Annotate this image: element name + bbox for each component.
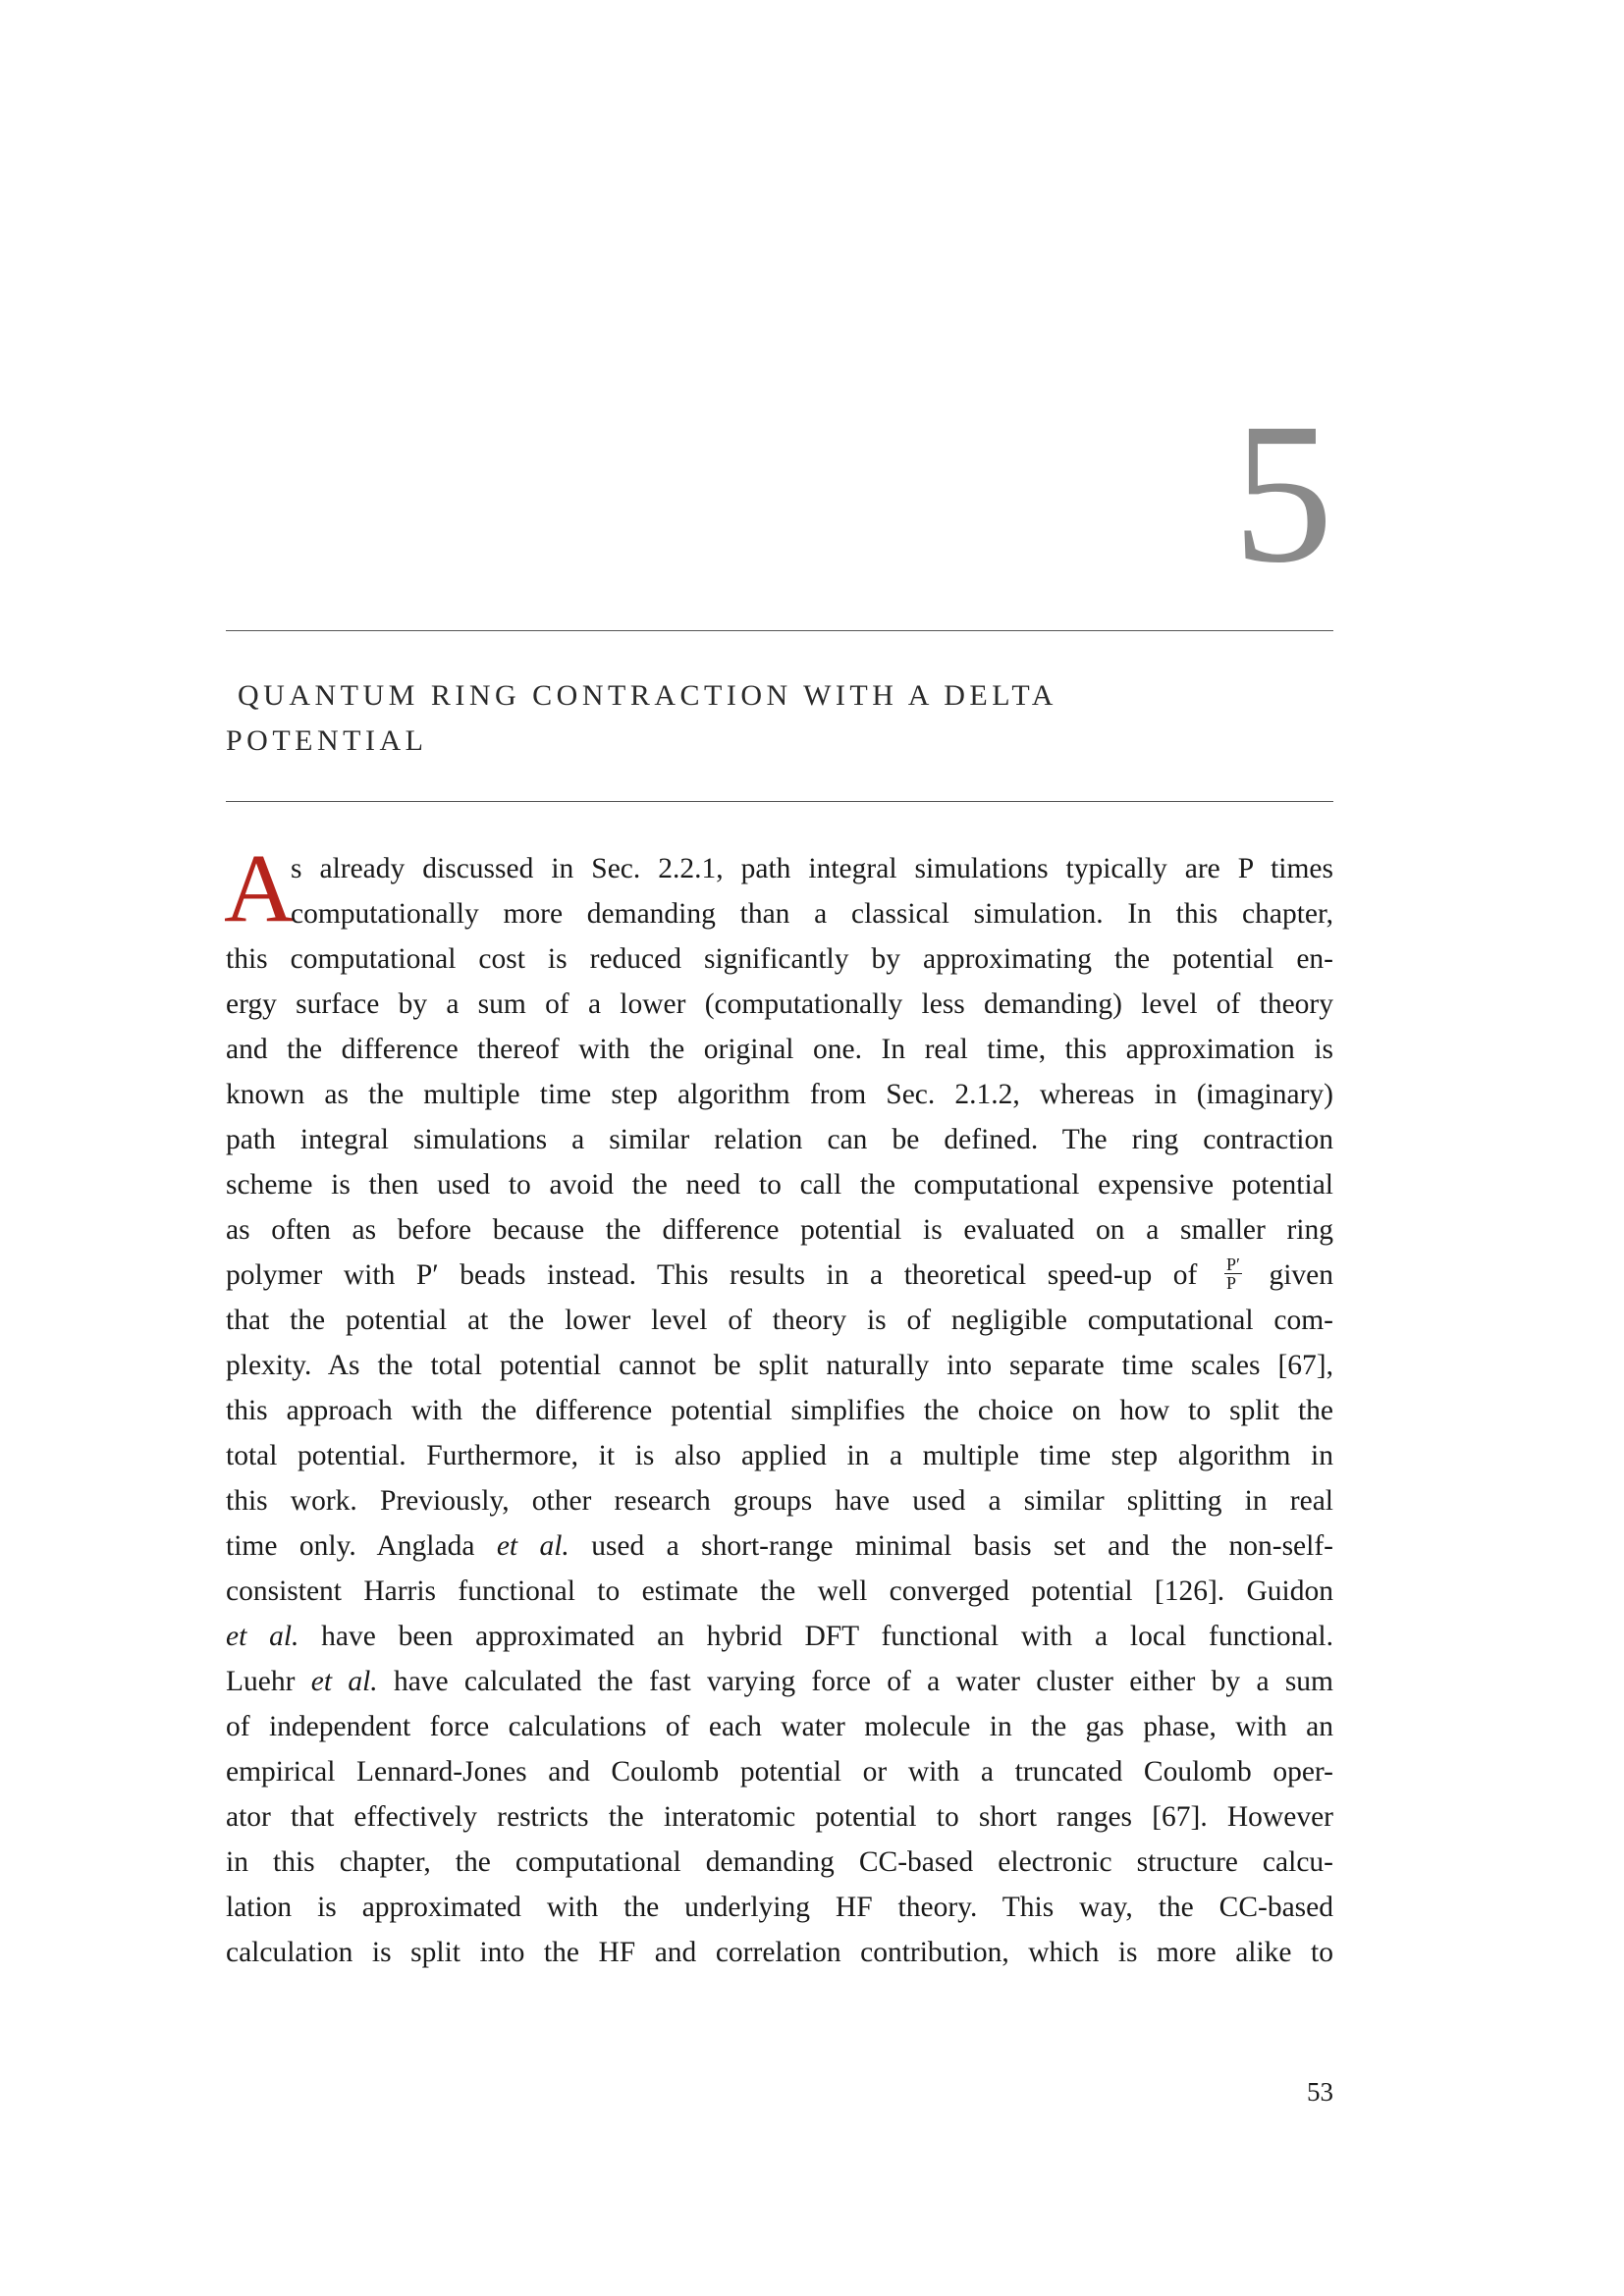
body-line: in this chapter, the computational demanding CC-based electronic structure calcu-	[226, 1846, 1333, 1878]
body-line	[226, 1614, 1333, 1659]
body-line: s already discussed in Sec. 2.2.1, path integral simulations typically are P times	[291, 853, 1333, 884]
chapter-title	[226, 673, 1333, 764]
body-line: ergy surface by a sum of a lower (computationally less demanding) level of theory	[226, 988, 1333, 1020]
body-line-segment: Luehr	[226, 1666, 296, 1697]
body-line	[226, 1523, 1333, 1569]
body-line: of independent force calculations of each water molecule in the gas phase, with an	[226, 1711, 1333, 1742]
body-line-emphasis: et al.	[226, 1621, 299, 1652]
fraction-numerator: P′	[1225, 1254, 1240, 1274]
body-line: consistent Harris functional to estimate the well converged potential [126]. Guidon	[226, 1575, 1333, 1607]
body-line	[226, 1659, 1333, 1704]
body-line-emphasis: et al.	[496, 1530, 569, 1562]
body-line-segment: given	[1269, 1259, 1333, 1291]
body-line: computationally more demanding than a classical simulation. In this chapter,	[291, 898, 1333, 930]
page-number: 53	[1307, 2077, 1333, 2107]
body-line	[226, 1253, 1333, 1298]
title-rule-bottom	[226, 801, 1333, 802]
body-line-emphasis: et al.	[310, 1666, 378, 1697]
body-line: that the potential at the lower level of theory is of negligible computational com-	[226, 1305, 1333, 1336]
chapter-title-line-2: POTENTIAL	[226, 724, 428, 757]
body-line-segment: used a short-range minimal basis set and the non-self-	[591, 1530, 1333, 1562]
body-line: empirical Lennard-Jones and Coulomb potential or with a truncated Coulomb oper-	[226, 1756, 1333, 1788]
speedup-fraction	[1224, 1255, 1242, 1292]
chapter-title-line-1: QUANTUM RING CONTRACTION WITH A DELTA	[238, 679, 1057, 712]
body-line: known as the multiple time step algorithm from Sec. 2.1.2, whereas in (imaginary)	[226, 1079, 1333, 1110]
body-line-segment: have calculated the fast varying force of a water cluster either by a sum	[393, 1666, 1334, 1697]
body-line: this approach with the difference potential simplifies the choice on how to split the	[226, 1395, 1333, 1426]
body-line: as often as before because the difference potential is evaluated on a smaller ring	[226, 1214, 1333, 1246]
body-line: ator that effectively restricts the interatomic potential to short ranges [67]. However	[226, 1801, 1333, 1833]
body-line: this computational cost is reduced significantly by approximating the potential en-	[226, 943, 1333, 975]
body-line: path integral simulations a similar relation can be defined. The ring contraction	[226, 1124, 1333, 1155]
body-line: and the difference thereof with the original one. In real time, this approximation is	[226, 1034, 1333, 1065]
body-paragraph	[224, 833, 1334, 1975]
chapter-number: 5	[1232, 382, 1333, 605]
body-line: plexity. As the total potential cannot be split naturally into separate time scales [67],	[226, 1350, 1333, 1381]
fraction-denominator: P	[1225, 1272, 1236, 1293]
body-line: scheme is then used to avoid the need to call the computational expensive potential	[226, 1169, 1333, 1201]
body-line: this work. Previously, other research groups have used a similar splitting in real	[226, 1485, 1333, 1517]
title-rule-top	[226, 630, 1333, 631]
body-line: lation is approximated with the underlying HF theory. This way, the CC-based	[226, 1892, 1333, 1923]
body-line-segment: have been approximated an hybrid DFT functional with a local functional.	[321, 1621, 1333, 1652]
body-line: total potential. Furthermore, it is also applied in a multiple time step algorithm in	[226, 1440, 1333, 1471]
body-line: calculation is split into the HF and correlation contribution, which is more alike to	[226, 1937, 1333, 1968]
body-line-segment: polymer with P′ beads instead. This results in a theoretical speed-up of	[226, 1259, 1198, 1291]
drop-cap: A	[224, 833, 296, 942]
body-line-segment: time only. Anglada	[226, 1530, 475, 1562]
